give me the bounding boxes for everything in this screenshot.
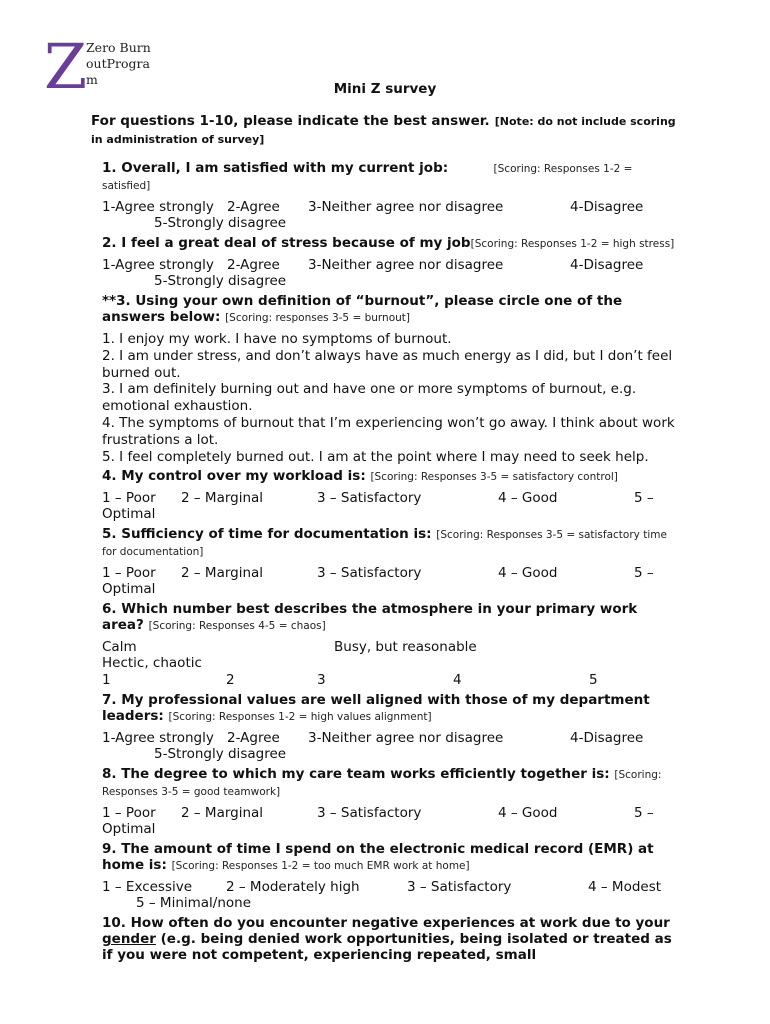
question-9-scoring: [Scoring: Responses 1-2 = too much EMR work at home]: [171, 860, 470, 873]
q1-option-5[interactable]: 5-Strongly disagree: [154, 215, 287, 231]
q9-option-3[interactable]: 3 – Satisfactory: [407, 879, 512, 896]
q6-label-hectic: Hectic, chaotic: [102, 655, 202, 672]
q2-option-1[interactable]: 1-Agree strongly: [102, 257, 214, 273]
q3-option-1[interactable]: 1. I enjoy my work. I have no symptoms of burnout.: [102, 331, 452, 347]
q1-option-4[interactable]: 4-Disagree: [570, 199, 644, 215]
q9-option-2[interactable]: 2 – Moderately high: [226, 879, 360, 896]
q2-option-3[interactable]: 3-Neither agree nor disagree: [308, 257, 504, 273]
q8-option-4[interactable]: 4 – Good: [498, 805, 558, 822]
q1-option-1[interactable]: 1-Agree strongly: [102, 199, 214, 215]
question-6-options: [102, 639, 682, 689]
q6-label-busy: Busy, but reasonable: [334, 639, 477, 656]
question-10: [102, 915, 682, 963]
q2-option-5[interactable]: 5-Strongly disagree: [154, 273, 287, 289]
question-10-underlined-word: gender: [102, 931, 156, 948]
question-4-scoring: [Scoring: Responses 3-5 = satisfactory control]: [370, 471, 618, 484]
q4-option-5-label: Optimal: [102, 506, 156, 523]
q5-option-4[interactable]: 4 – Good: [498, 565, 558, 582]
question-6: [102, 601, 682, 634]
question-7-text: 7. My professional values are well aligned with those of my department leaders:: [102, 692, 650, 725]
q5-option-3[interactable]: 3 – Satisfactory: [317, 565, 422, 582]
page-title: Mini Z survey: [333, 81, 437, 97]
question-2-scoring: [Scoring: Responses 1-2 = high stress]: [470, 238, 675, 250]
q5-option-5[interactable]: 5 –: [634, 565, 654, 582]
q3-option-5[interactable]: 5. I feel completely burned out. I am at the point where I may need to seek help.: [102, 448, 649, 465]
q3-option-2[interactable]: 2. I am under stress, and don’t always have as much energy as I did, but I don’t feel burned out.: [102, 347, 673, 381]
q1-option-3[interactable]: 3-Neither agree nor disagree: [308, 199, 504, 215]
q7-option-5[interactable]: 5-Strongly disagree: [154, 746, 287, 763]
question-1: [102, 160, 682, 194]
q6-option-2[interactable]: 2: [226, 672, 235, 689]
question-4: [102, 468, 682, 485]
q8-option-5[interactable]: 5 –: [634, 805, 654, 822]
q7-option-2[interactable]: 2-Agree: [227, 730, 280, 747]
question-10-text-before: 10. How often do you encounter negative experiences at work due to your: [102, 915, 670, 932]
q1-option-2[interactable]: 2-Agree: [227, 199, 280, 215]
questions-list: [102, 157, 682, 963]
q6-label-calm: Calm: [102, 639, 137, 656]
question-6-text: 6. Which number best describes the atmosphere in your primary work area?: [102, 601, 638, 634]
question-9-options: [102, 879, 682, 912]
question-4-options: [102, 490, 682, 523]
q3-option-4[interactable]: 4. The symptoms of burnout that I’m experiencing won’t go away. I think about work frustrations a lot.: [102, 414, 675, 448]
q4-option-3[interactable]: 3 – Satisfactory: [317, 490, 422, 507]
q7-option-3[interactable]: 3-Neither agree nor disagree: [308, 730, 504, 747]
question-7-scoring: [Scoring: Responses 1-2 = high values alignment]: [168, 711, 432, 724]
q5-option-5-label: Optimal: [102, 581, 156, 598]
question-8-options: [102, 805, 682, 838]
question-1-options: [102, 199, 682, 232]
question-8-scoring: [Scoring: Responses 3-5 = good teamwork]: [102, 769, 662, 799]
question-3-options: [102, 331, 682, 465]
question-4-text: 4. My control over my workload is:: [102, 468, 366, 485]
q6-option-3[interactable]: 3: [317, 672, 326, 689]
q2-option-4[interactable]: 4-Disagree: [570, 257, 644, 273]
q7-option-4[interactable]: 4-Disagree: [570, 730, 644, 747]
question-9: [102, 841, 682, 874]
q8-option-1[interactable]: 1 – Poor: [102, 805, 156, 822]
q9-option-4[interactable]: 4 – Modest: [588, 879, 662, 896]
logo-letter: Z: [44, 30, 88, 103]
question-5-text: 5. Sufficiency of time for documentation is:: [102, 526, 432, 543]
question-1-scoring: [Scoring: Responses 1-2 = satisfied]: [102, 163, 633, 192]
q6-option-4[interactable]: 4: [453, 672, 462, 689]
instructions: [91, 112, 691, 148]
question-3: [102, 293, 682, 326]
question-10-text-after: (e.g. being denied work opportunities, being isolated or treated as if you were not competent, experiencing repeated, small: [102, 931, 672, 964]
q9-option-5[interactable]: 5 – Minimal/none: [136, 895, 252, 912]
question-5-scoring: [Scoring: Responses 3-5 = satisfactory time for documentation]: [102, 529, 667, 559]
question-1-text: 1. Overall, I am satisfied with my current job:: [102, 160, 449, 176]
question-7-options: [102, 730, 682, 763]
question-2: [102, 235, 682, 252]
q8-option-3[interactable]: 3 – Satisfactory: [317, 805, 422, 822]
question-5: [102, 526, 682, 560]
q8-option-5-label: Optimal: [102, 821, 156, 838]
q5-option-1[interactable]: 1 – Poor: [102, 565, 156, 582]
q4-option-5[interactable]: 5 –: [634, 490, 654, 507]
q6-option-5[interactable]: 5: [589, 672, 598, 689]
q5-option-2[interactable]: 2 – Marginal: [181, 565, 264, 582]
question-6-scoring: [Scoring: Responses 4-5 = chaos]: [148, 620, 326, 633]
q4-option-4[interactable]: 4 – Good: [498, 490, 558, 507]
q2-option-2[interactable]: 2-Agree: [227, 257, 280, 273]
q6-option-1[interactable]: 1: [102, 672, 111, 689]
q3-option-3[interactable]: 3. I am definitely burning out and have one or more symptoms of burnout, e.g. emotional exhaustion.: [102, 381, 637, 415]
q7-option-1[interactable]: 1-Agree strongly: [102, 730, 214, 747]
question-5-options: [102, 565, 682, 598]
question-9-text: 9. The amount of time I spend on the electronic medical record (EMR) at home is:: [102, 841, 654, 874]
q4-option-1[interactable]: 1 – Poor: [102, 490, 156, 507]
question-3-scoring: [Scoring: responses 3-5 = burnout]: [225, 312, 410, 324]
question-3-text: **3. Using your own definition of “burnout”, please circle one of the answers below:: [102, 293, 623, 325]
q8-option-2[interactable]: 2 – Marginal: [181, 805, 264, 822]
question-8-text: 8. The degree to which my care team works efficiently together is:: [102, 766, 610, 783]
logo-text: Zero BurnoutProgram: [86, 40, 151, 87]
question-8: [102, 766, 682, 800]
instructions-main: For questions 1-10, please indicate the best answer.: [91, 113, 490, 129]
question-2-text: 2. I feel a great deal of stress because of my job: [102, 235, 471, 251]
instructions-note: [Note: do not include scoring in administration of survey]: [91, 115, 676, 146]
question-2-options: [102, 257, 682, 290]
question-7: [102, 692, 682, 725]
q4-option-2[interactable]: 2 – Marginal: [181, 490, 264, 507]
q9-option-1[interactable]: 1 – Excessive: [102, 879, 193, 896]
